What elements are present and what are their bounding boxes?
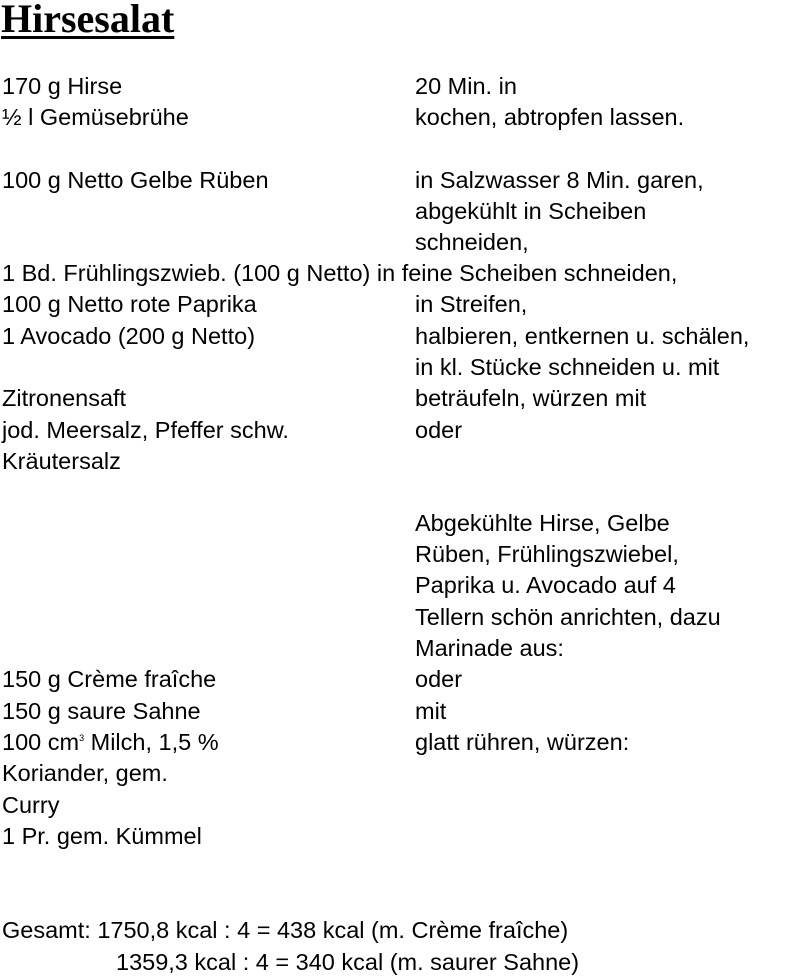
instruction: Tellern schön anrichten, dazu	[415, 604, 721, 630]
ingredient: 1 Avocado (200 g Netto)	[2, 323, 256, 349]
instruction: oder	[415, 417, 463, 443]
ingredient: ½ l Gemüsebrühe	[2, 104, 189, 130]
instruction: in kl. Stücke schneiden u. mit	[415, 354, 720, 380]
instruction: Abgekühlte Hirse, Gelbe	[415, 510, 670, 536]
ingredient-name: Milch, 1,5 %	[84, 729, 219, 755]
total-calories-creme-fraiche: Gesamt: 1750,8 kcal : 4 = 438 kcal (m. Crème fraîche)	[2, 917, 569, 943]
instruction: in Streifen,	[415, 291, 528, 317]
instruction: abgekühlt in Scheiben	[415, 198, 647, 224]
instruction: in Salzwasser 8 Min. garen,	[415, 167, 704, 193]
instruction: mit	[415, 698, 447, 724]
ingredient: 1 Pr. gem. Kümmel	[2, 823, 202, 849]
instruction: 20 Min. in	[415, 73, 517, 99]
ingredient: jod. Meersalz, Pfeffer schw.	[2, 417, 289, 443]
ingredient: 100 g Netto rote Paprika	[2, 291, 257, 317]
ingredient: 150 g Crème fraîche	[2, 666, 217, 692]
instruction: halbieren, entkernen u. schälen,	[415, 323, 750, 349]
ingredient: 150 g saure Sahne	[2, 698, 201, 724]
ingredient-instruction-full: 1 Bd. Frühlingszwieb. (100 g Netto) in feine Scheiben schneiden,	[2, 260, 678, 286]
ingredient: Kräutersalz	[2, 448, 121, 474]
ingredient: Koriander, gem.	[2, 760, 168, 786]
ingredient	[2, 728, 219, 756]
instruction: Paprika u. Avocado auf 4	[415, 572, 676, 598]
instruction: Rüben, Frühlingszwiebel,	[415, 541, 679, 567]
instruction: schneiden,	[415, 229, 529, 255]
instruction: Marinade aus:	[415, 635, 564, 661]
ingredient: Zitronensaft	[2, 385, 127, 411]
ingredient: Curry	[2, 792, 60, 818]
total-calories-saure-sahne: 1359,3 kcal : 4 = 340 kcal (m. saurer Sahne)	[116, 949, 580, 975]
ingredient: 170 g Hirse	[2, 73, 123, 99]
instruction: glatt rühren, würzen:	[415, 729, 630, 755]
instruction: oder	[415, 666, 463, 692]
instruction: beträufeln, würzen mit	[415, 385, 647, 411]
superscript-unit: 3	[79, 733, 85, 743]
instruction: kochen, abtropfen lassen.	[415, 104, 685, 130]
recipe-title: Hirsesalat	[1, 0, 175, 41]
ingredient-amount: 100 cm	[2, 729, 80, 755]
ingredient: 100 g Netto Gelbe Rüben	[2, 167, 269, 193]
